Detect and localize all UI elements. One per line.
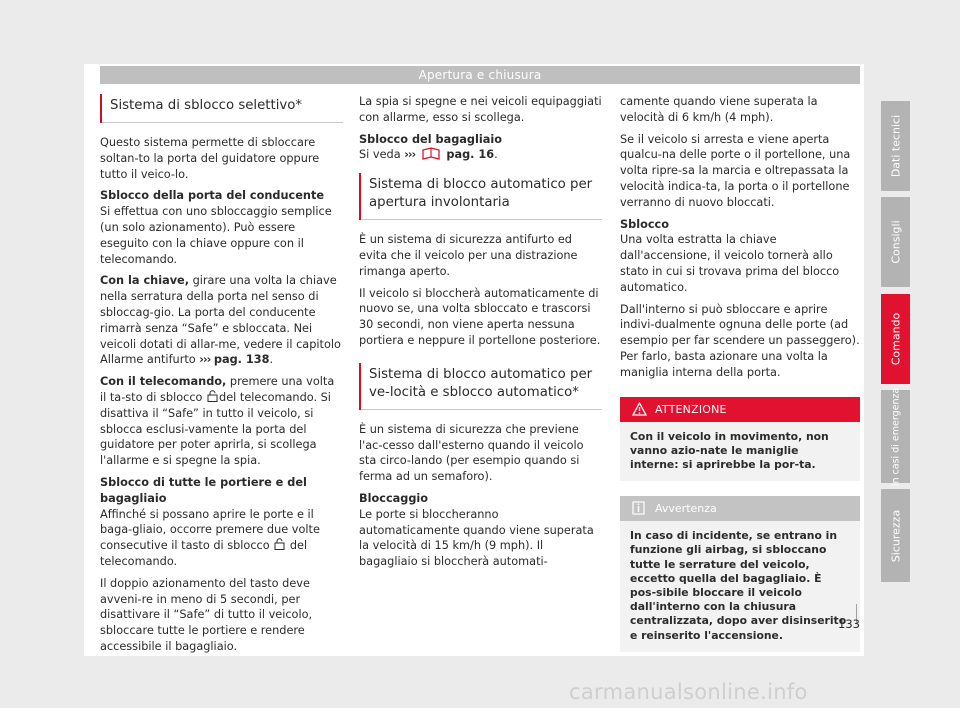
warning-text: Con il veicolo in movimento, non vanno azio-nate le maniglie interne: si aprirebbe la por-ta. <box>630 429 829 471</box>
paragraph: Si effettua con uno sbloccaggio semplice (un solo azionamento). Può essere eseguito con la chiave oppure con il telecomando. <box>100 205 332 266</box>
paragraph: camente quando viene superata la velocità di 6 km/h (4 mph). <box>620 95 818 124</box>
paragraph <box>100 374 343 469</box>
reference-arrow-icon: ››› <box>199 353 211 367</box>
paragraph: Il veicolo si bloccherà automaticamente di nuovo se, una volta sbloccato e trascorsi 30 secondi, non viene aperta nessuna portiera e neppure il portellone posteriore. <box>359 286 601 347</box>
tab-in-casi-di-emergenza[interactable]: In casi di emergenza <box>881 390 910 483</box>
section-heading-blocco-velocita: Sistema di blocco automatico per ve-locità e sblocco automatico* <box>359 363 602 410</box>
section-heading-blocco-involontario: Sistema di blocco automatico per apertura involontaria <box>359 173 602 220</box>
body-text: premere una volta il ta-sto di sblocco <box>100 375 335 404</box>
paragraph: Se il veicolo si arresta e viene aperta qualcu-na delle porte o il portellone, una volta ripre-sa la marcia e oltrepassata la velocità indica-ta, la porta o il portellone verranno di nuovo bloccati. <box>620 132 851 209</box>
page-reference-link[interactable]: pag. 16 <box>446 148 495 162</box>
paragraph: Si veda ››› pag. 16. <box>359 148 498 162</box>
column-2 <box>359 94 602 576</box>
note-header <box>620 496 860 521</box>
subheading: Bloccaggio <box>359 491 429 505</box>
page-number: 133 <box>838 617 860 631</box>
tab-comando[interactable]: Comando <box>881 294 910 384</box>
paragraph: È un sistema di sicurezza antifurto ed evita che il veicolo per una distrazione rimanga aperto. <box>359 233 578 278</box>
subheading: Sblocco della porta del conducente <box>100 189 325 203</box>
tab-consigli[interactable]: Consigli <box>881 197 910 287</box>
tab-sicurezza[interactable]: Sicurezza <box>881 489 910 582</box>
body-text: del telecomando. <box>100 539 308 568</box>
paragraph: Una volta estratta la chiave dall'accensione, il veicolo tornerà allo stato in cui si trovava prima del blocco automatico. <box>620 233 840 294</box>
body-text: girare una volta la chiave nella serratura della porta nel senso di sbloccag-gio. La porta del conducente rimarrà senza “Safe” e sbloccata. Nei veicoli dotati di allar-me, vedere il capitolo Allarme antifurto <box>100 274 341 367</box>
lead-text: Con la chiave, <box>100 274 190 288</box>
body-text: Si veda <box>359 148 405 162</box>
paragraph: La spia si spegne e nei veicoli equipaggiati con allarme, esso si scollega. <box>359 95 602 124</box>
subheading: Sblocco del bagagliaio <box>359 132 503 146</box>
paragraph: Con la chiave, girare una volta la chiave nella serratura della porta nel senso di sbloccag-gio. La porta del conducente rimarrà senza “Safe” e sbloccata. Nei veicoli dotati di allar-me, vedere il capitolo Allarme antifurto ››› pag. 138. <box>100 274 341 367</box>
warning-box <box>620 397 860 482</box>
column-3 <box>620 94 860 652</box>
book-icon <box>421 147 441 160</box>
paragraph: Questo sistema permette di sbloccare soltan-to la porta del guidatore oppure tutto il veico-lo. <box>100 136 320 181</box>
body-text: Affinché si possano aprire le porte e il baga-gliaio, occorre premere due volte consecutive il tasto di sblocco <box>100 507 320 553</box>
info-note-icon <box>632 501 645 515</box>
chapter-header: Apertura e chiusura <box>100 66 860 84</box>
note-title: Avvertenza <box>655 502 717 516</box>
column-1 <box>100 94 343 661</box>
body-text: del telecomando. Si disattiva il “Safe” in tutto il veicolo, si sblocca esclusi-vamente la porta del guidatore per poter aprirla, si scollega l'allarme e si spegne la spia. <box>100 390 331 468</box>
lead-text: Con il telecomando, <box>100 375 227 389</box>
paragraph: Dall'interno si può sbloccare e aprire indivi-dualmente ognuna delle porte (ad esempio per far scendere un passeggero). Per farlo, basta azionare una volta la maniglia interna della porta. <box>620 302 860 379</box>
paragraph <box>100 507 343 570</box>
warning-header <box>620 397 860 422</box>
paragraph: Il doppio azionamento del tasto deve avveni-re in meno di 5 secondi, per disattivare il “Safe” di tutto il veicolo, sbloccare tutte le portiere e rendere accessibile il bagagliaio. <box>100 576 313 653</box>
unlock-icon <box>207 390 218 402</box>
subheading: Sblocco di tutte le portiere e del bagagliaio <box>100 475 307 505</box>
warning-title: ATTENZIONE <box>655 402 727 416</box>
section-heading-sblocco-selettivo: Sistema di sblocco selettivo* <box>100 94 343 123</box>
note-text: In caso di incidente, se entrano in funzione gli airbag, si sbloccano tutte le serrature del veicolo, eccetto quella del bagagliaio. È pos-sibile bloccare il veicolo dall'interno con la chiusura centralizzata, dopo aver disinserito e reinserito l'accensione. <box>630 529 847 642</box>
paragraph: È un sistema di sicurezza che previene l'ac-cesso dall'esterno quando il veicolo sta circo-lando (per esempio quando si ferma ad un semaforo). <box>359 422 584 484</box>
subheading: Sblocco <box>620 217 670 231</box>
reference-arrow-icon: ››› <box>404 148 416 162</box>
paragraph: Le porte si bloccheranno automaticamente quando viene superata la velocità di 15 km/h (9 mph). Il bagagliaio si bloccherà automati- <box>359 507 594 569</box>
watermark: carmanualsonline.info <box>569 680 808 704</box>
page-reference-link[interactable]: pag. 138 <box>213 353 270 367</box>
unlock-icon <box>274 538 285 550</box>
warning-triangle-icon <box>632 402 647 416</box>
tab-dati-tecnici[interactable]: Dati tecnici <box>881 101 910 191</box>
